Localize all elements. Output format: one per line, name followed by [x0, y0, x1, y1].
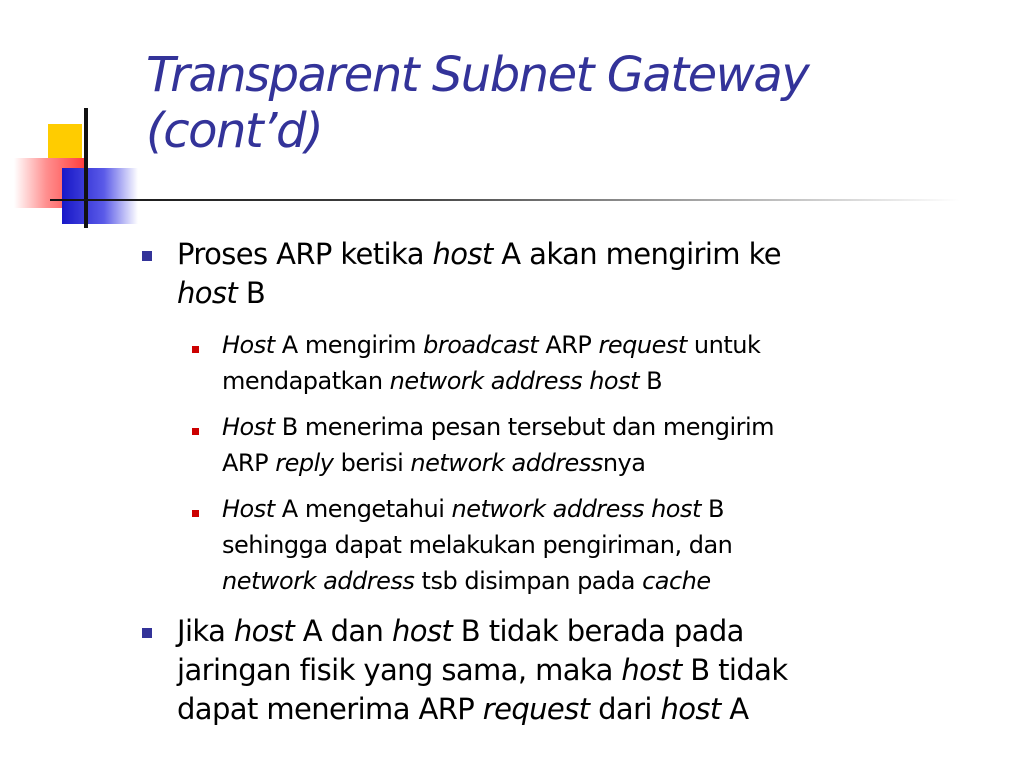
bullet-2: [177, 612, 967, 729]
text-line: network address tsb disimpan pada cache: [222, 567, 711, 595]
text-line: jaringan fisik yang sama, maka host B tidak: [177, 653, 788, 687]
text-line: Host A mengirim broadcast ARP request untuk: [222, 331, 761, 359]
bullet-square-icon: [142, 251, 152, 261]
bullet-1: [177, 235, 967, 313]
text-line: Jika host A dan host B tidak berada pada: [177, 614, 744, 648]
title-line-1: Transparent Subnet Gateway: [146, 47, 809, 103]
text-line: dapat menerima ARP request dari host A: [177, 692, 749, 726]
text-line: mendapatkan network address host B: [222, 367, 663, 395]
sub-bullet-square-icon: [192, 346, 199, 353]
sub-bullet-3: [222, 491, 967, 599]
sub-bullet-1: [222, 327, 967, 399]
text-line: sehingga dapat melakukan pengiriman, dan: [222, 531, 733, 559]
bullet-square-icon: [142, 628, 152, 638]
sub-bullet-square-icon: [192, 428, 199, 435]
title-line-2: (cont’d): [146, 103, 323, 159]
sub-bullet-square-icon: [192, 510, 199, 517]
sub-bullet-2: [222, 409, 967, 481]
text-line: host B: [177, 276, 266, 310]
text-line: Host A mengetahui network address host B: [222, 495, 724, 523]
text-line: ARP reply berisi network addressnya: [222, 449, 646, 477]
text-line: Proses ARP ketika host A akan mengirim ke: [177, 237, 781, 271]
text-line: Host B menerima pesan tersebut dan mengirim: [222, 413, 775, 441]
